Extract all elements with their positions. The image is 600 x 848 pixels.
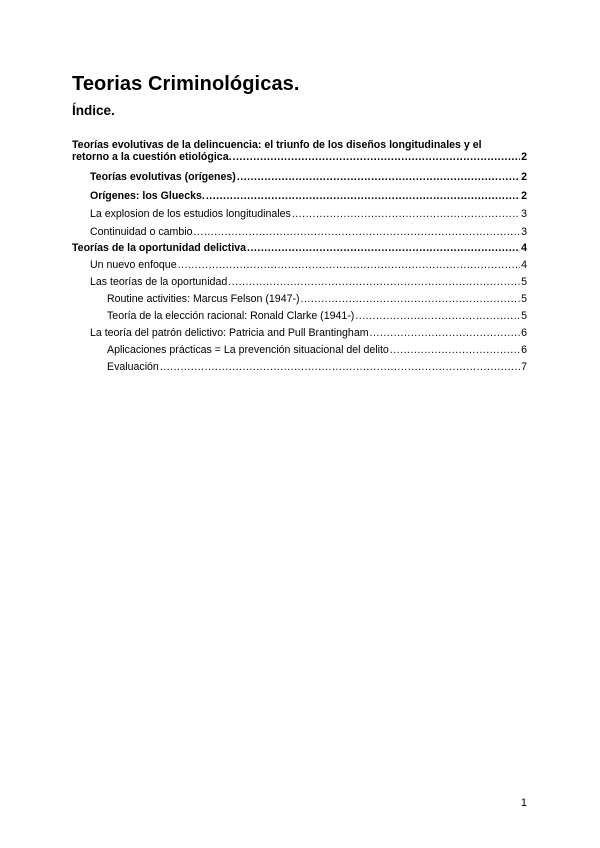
toc-leader xyxy=(228,276,520,288)
toc-page-number: 5 xyxy=(521,276,527,288)
toc-page-number: 5 xyxy=(521,293,527,305)
toc-entry-title: Teoría de la elección racional: Ronald Clarke (1941-) xyxy=(107,310,355,322)
toc-entry[interactable] xyxy=(72,293,527,305)
toc-entry[interactable] xyxy=(72,226,527,238)
toc-entry-title: Teorías evolutivas (orígenes) xyxy=(90,171,236,183)
toc-entry[interactable] xyxy=(72,208,527,220)
toc-page-number: 7 xyxy=(521,361,527,373)
toc-page-number: 6 xyxy=(521,344,527,356)
toc-leader xyxy=(160,361,520,373)
toc-leader xyxy=(355,310,520,322)
toc-leader xyxy=(206,190,520,202)
toc-leader xyxy=(178,259,521,271)
toc-page-number: 6 xyxy=(521,327,527,339)
toc-leader xyxy=(292,208,520,220)
toc-entry[interactable] xyxy=(72,190,527,202)
toc-entry-title: Evaluación xyxy=(107,361,159,373)
toc-leader xyxy=(390,344,520,356)
toc-leader xyxy=(193,226,520,238)
toc-entry-title: Continuidad o cambio xyxy=(90,226,193,238)
toc-entry[interactable] xyxy=(72,139,527,163)
toc-entry[interactable] xyxy=(72,276,527,288)
toc-entry-title: La explosion de los estudios longitudinales xyxy=(90,208,291,220)
page-number: 1 xyxy=(520,797,527,809)
toc-entry-title: Teorías de la oportunidad delictiva xyxy=(72,242,247,254)
toc-page-number: 3 xyxy=(521,226,527,238)
toc-page-number: 2 xyxy=(521,171,527,183)
toc-leader xyxy=(370,327,521,339)
index-heading: Índice. xyxy=(72,103,115,118)
toc-entry-title: Aplicaciones prácticas = La prevención situacional del delito xyxy=(107,344,389,356)
toc-entry-title: Routine activities: Marcus Felson (1947-) xyxy=(107,293,300,305)
toc-leader xyxy=(233,151,521,163)
document-title: Teorias Criminológicas. xyxy=(72,73,300,95)
toc-entry[interactable] xyxy=(72,259,527,271)
toc-leader xyxy=(237,171,520,183)
toc-entry-title: retorno a la cuestión etiológica. xyxy=(72,151,232,163)
table-of-contents xyxy=(72,139,527,373)
toc-page-number: 4 xyxy=(521,259,527,271)
toc-page-number: 4 xyxy=(521,242,527,254)
toc-page-number: 2 xyxy=(521,190,527,202)
toc-leader xyxy=(301,293,521,305)
toc-entry[interactable] xyxy=(72,310,527,322)
toc-leader xyxy=(247,242,520,254)
toc-entry[interactable] xyxy=(72,242,527,254)
toc-entry-title: Las teorías de la oportunidad xyxy=(90,276,228,288)
toc-page-number: 3 xyxy=(521,208,527,220)
toc-entry-title: Un nuevo enfoque xyxy=(90,259,177,271)
toc-entry[interactable] xyxy=(72,171,527,183)
toc-entry-title: Orígenes: los Gluecks. xyxy=(90,190,205,202)
toc-page-number: 2 xyxy=(521,151,527,163)
toc-entry[interactable] xyxy=(72,361,527,373)
toc-entry[interactable] xyxy=(72,327,527,339)
toc-entry-title: La teoría del patrón delictivo: Patricia and Pull Brantingham xyxy=(90,327,369,339)
toc-entry-title-line1: Teorías evolutivas de la delincuencia: el triunfo de los diseños longitudinales y el xyxy=(72,139,482,151)
toc-page-number: 5 xyxy=(521,310,527,322)
toc-entry[interactable] xyxy=(72,344,527,356)
